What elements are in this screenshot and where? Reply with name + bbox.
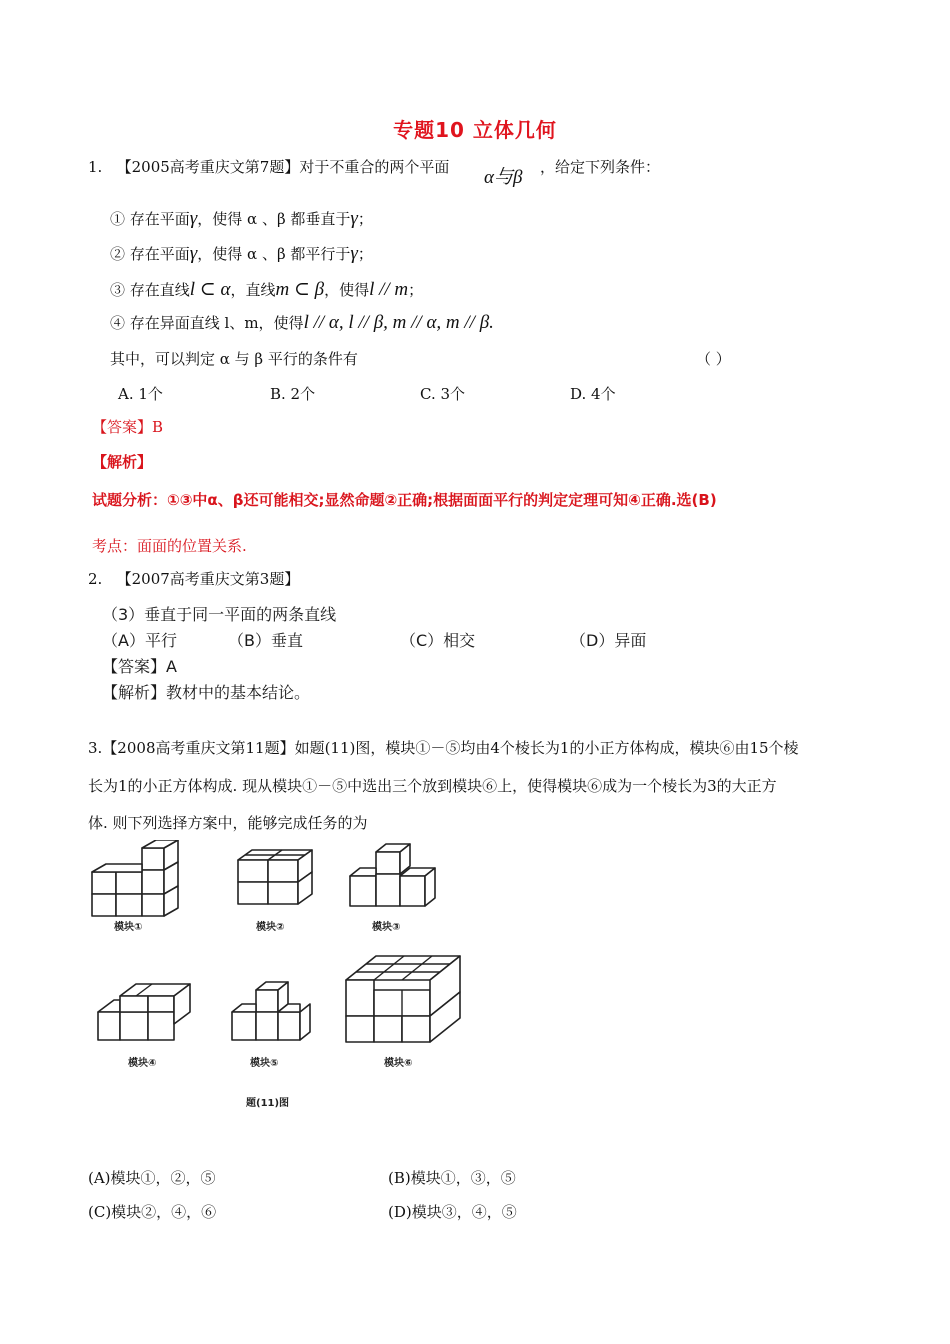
page-title: 专题10 立体几何 — [393, 118, 557, 142]
q1-answer: 【答案】B — [92, 418, 164, 436]
module-3-drawing — [350, 844, 435, 906]
q1-condition-3: ③ 存在直线l ⊂ α，直线m ⊂ β，使得l // m； — [110, 279, 424, 300]
q3-stem-line-3: 体. 则下列选择方案中，能够完成任务的为 — [88, 814, 368, 832]
q1-option-a: A. 1个 — [118, 385, 163, 403]
q1-stem-end: ，给定下列条件： — [540, 158, 661, 176]
q3-option-c: (C)模块②，④，⑥ — [88, 1203, 217, 1221]
q1-stem-math: α与β — [484, 167, 523, 188]
q3-stem-line-2: 长为1的小正方体构成. 现从模块①－⑤中选出三个放到模块⑥上，使得模块⑥成为一个棱长为3的大正方 — [88, 777, 777, 795]
q2-option-a: （A）平行 — [102, 631, 177, 650]
q3-option-b: (B)模块①，③，⑤ — [388, 1169, 516, 1187]
q1-question: 其中，可以判定 α 与 β 平行的条件有 — [110, 350, 358, 368]
q2-stem: （3）垂直于同一平面的两条直线 — [102, 605, 337, 624]
q1-option-c: C. 3个 — [420, 385, 466, 403]
q1-stem: 对于不重合的两个平面 — [299, 158, 450, 176]
q3-figure — [80, 840, 480, 1120]
q1-analysis-label: 【解析】 — [92, 453, 153, 471]
module-3-label: 模块③ — [372, 922, 401, 933]
q2-answer: 【答案】A — [102, 657, 177, 676]
q1-number: 1. — [88, 158, 103, 176]
q1-analysis: 试题分析：①③中α、β还可能相交;显然命题②正确;根据面面平行的判定定理可知④正确.选(B) — [92, 491, 717, 509]
q3-option-d: (D)模块③，④，⑤ — [388, 1203, 517, 1221]
q1-paren: （ ） — [696, 350, 731, 368]
q2-option-d: （D）异面 — [570, 631, 647, 650]
q2-analysis: 【解析】教材中的基本结论。 — [102, 683, 311, 702]
q2-source: 【2007高考重庆文第3题】 — [116, 570, 300, 588]
module-4-drawing — [98, 984, 190, 1040]
module-4-label: 模块④ — [128, 1058, 157, 1069]
figure-caption: 题(11)图 — [246, 1098, 290, 1109]
q2-number: 2. — [88, 570, 103, 588]
module-2-drawing — [238, 850, 312, 904]
module-2-label: 模块② — [256, 922, 285, 933]
q3-option-a: (A)模块①，②，⑤ — [88, 1169, 216, 1187]
module-1-label: 模块① — [114, 922, 143, 933]
q1-source: 【2005高考重庆文第7题】 — [116, 158, 300, 176]
q2-line — [88, 568, 299, 589]
q1-condition-4: ④ 存在异面直线 l、m，使得l // α, l // β, m // α, m // β. — [110, 312, 494, 333]
module-1-drawing — [92, 840, 178, 916]
q1-option-d: D. 4个 — [570, 385, 616, 403]
q2-option-c: （C）相交 — [400, 631, 476, 650]
module-5-drawing — [232, 982, 310, 1040]
module-5-label: 模块⑤ — [250, 1058, 279, 1069]
q3-stem-line-1: 3.【2008高考重庆文第11题】如题(11)图，模块①－⑤均由4个棱长为1的小正方体构成，模块⑥由15个棱 — [88, 739, 799, 757]
q1-option-b: B. 2个 — [270, 385, 316, 403]
module-6-label: 模块⑥ — [384, 1058, 413, 1069]
q1-kaodian: 考点：面面的位置关系. — [92, 537, 247, 555]
module-6-drawing — [346, 956, 460, 1042]
q1-line — [88, 156, 449, 177]
q2-option-b: （B）垂直 — [228, 631, 303, 650]
q1-condition-1: ① 存在平面γ，使得 α 、β 都垂直于γ； — [110, 208, 373, 229]
q1-condition-2: ② 存在平面γ，使得 α 、β 都平行于γ； — [110, 243, 373, 264]
